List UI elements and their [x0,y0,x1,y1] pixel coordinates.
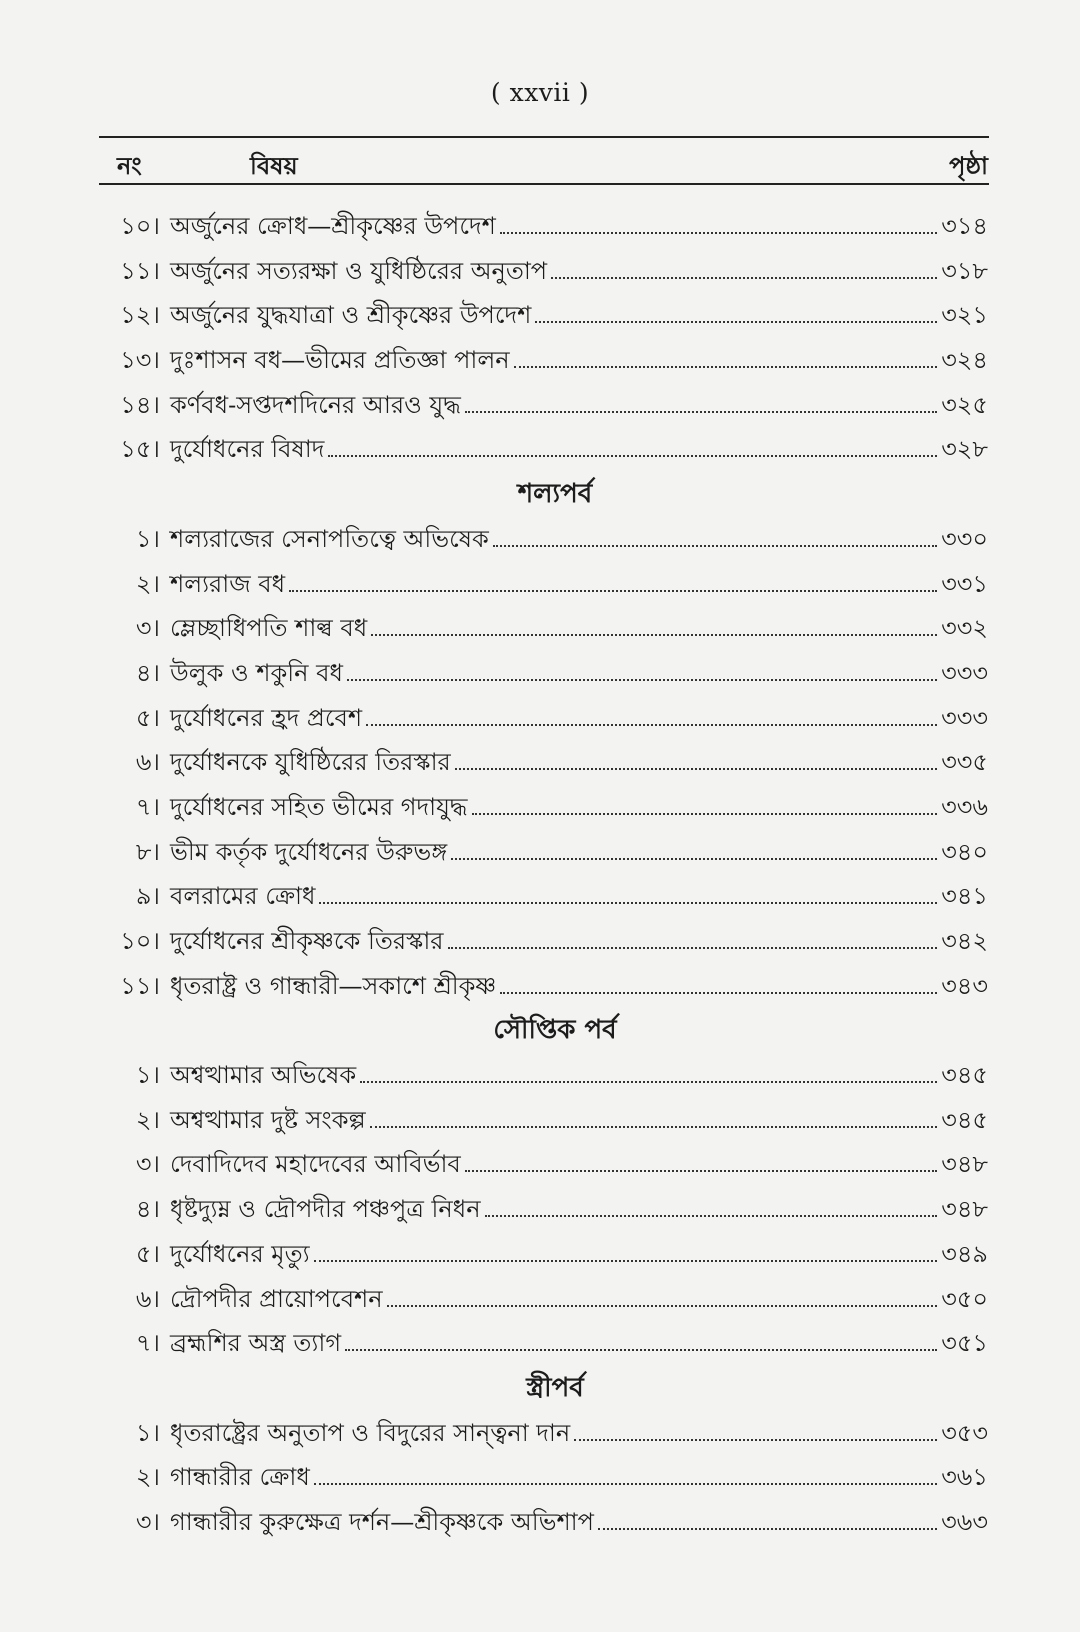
entry-number: ১৪। [120,390,160,419]
toc-entry [0,1187,1080,1232]
dot-leader [347,679,937,681]
entry-line [170,1053,988,1098]
entry-title: বলরামের ক্রোধ [170,882,316,911]
toc-entry [0,383,1080,428]
entry-title: কর্ণবধ-সপ্তদশদিনের আরও যুদ্ধ [170,390,461,419]
section-heading: সৌপ্তিক পর্ব [493,1015,617,1046]
entry-page: ৩৪৫ [941,1061,988,1090]
entry-number: ২। [135,1463,160,1492]
page-number: ( xxvii ) [490,78,590,107]
toc-entry [0,740,1080,785]
toc-entry [0,1232,1080,1277]
toc-entry [0,606,1080,651]
entry-number: ৫। [135,703,160,732]
toc-entry [0,1098,1080,1143]
entry-number: ৬। [135,748,160,777]
entry-line [170,785,988,830]
entry-page: ৩২৪ [941,346,988,375]
entry-number: ১। [135,524,160,553]
dot-leader [319,902,937,904]
toc-entry [0,338,1080,383]
entry-number: ৭। [135,792,160,821]
entry-page: ৩৪০ [941,837,988,866]
entry-number: ৪। [135,658,160,687]
entry-line [170,427,988,472]
entry-title: শল্যরাজের সেনাপতিত্বে অভিষেক [170,524,489,553]
entry-line [170,1142,988,1187]
dot-leader [314,1483,937,1485]
dot-leader [535,321,937,323]
toc-entry [0,1142,1080,1187]
entry-page: ৩৪৫ [941,1105,988,1134]
toc-entry [0,651,1080,696]
dot-leader [574,1439,937,1441]
entry-title: দেবাদিদেব মহাদেবের আবির্ভাব [170,1150,461,1179]
entry-page: ৩২১ [941,301,988,330]
entry-line [170,1277,988,1322]
entry-number: ১২। [120,301,160,330]
entry-page: ৩৩৩ [941,703,988,732]
dot-leader [551,277,937,279]
entry-line [170,696,988,741]
entry-page: ৩৪১ [941,882,988,911]
entry-number: ৩। [135,1150,160,1179]
entry-page: ৩৫১ [941,1329,988,1358]
entry-title: ভীম কর্তৃক দুর্যোধনের উরুভঙ্গ [170,837,448,866]
entry-line [170,249,988,294]
dot-leader [465,1170,937,1172]
entry-line [170,964,988,1009]
entry-page: ৩২৮ [941,435,988,464]
toc-entry [0,293,1080,338]
entry-title: ধৃতরাষ্ট্র ও গান্ধারী—সকাশে শ্রীকৃষ্ণ [170,971,497,1000]
entry-title: অর্জুনের যুদ্ধযাত্রা ও শ্রীকৃষ্ণের উপদেশ [170,301,532,330]
entry-page: ৩৪৩ [941,971,988,1000]
entry-page: ৩৪২ [941,927,988,955]
entry-title: দুঃশাসন বধ—ভীমের প্রতিজ্ঞা পালন [170,346,510,375]
dot-leader [500,232,937,234]
toc-entry [0,785,1080,830]
entry-number: ১১। [120,256,160,285]
entry-page: ৩৪৮ [941,1195,988,1224]
entry-number: ২। [135,569,160,598]
entry-title: উলুক ও শকুনি বধ [170,658,343,687]
entry-line [170,830,988,875]
entry-page: ৩১৪ [941,212,988,240]
entry-number: ৮। [135,837,160,866]
entry-line [170,874,988,919]
dot-leader [448,947,938,949]
entry-number: ৪। [135,1195,160,1224]
toc-entry [0,919,1080,964]
entry-page: ৩৩১ [941,569,988,598]
entry-page: ৩৬৩ [941,1507,988,1536]
entry-title: দুর্যোধনের হ্রদ প্রবেশ [170,703,363,732]
entry-line [170,1098,988,1143]
entry-line [170,651,988,696]
entry-title: দুর্যোধনের মৃত্যু [170,1239,310,1268]
entry-number: ৭। [135,1329,160,1358]
entry-page: ৩৩৬ [941,792,988,821]
entry-title: শল্যরাজ বধ [170,569,286,598]
dot-leader [360,1081,937,1083]
toc-entry [0,1500,1080,1545]
entry-page: ৩৩৫ [941,748,988,777]
entry-number: ৩। [135,614,160,643]
section-heading: স্ত্রীপর্ব [526,1372,584,1403]
entry-line [170,1411,988,1456]
entry-page: ৩১৮ [941,256,988,285]
entry-page: ৩২৫ [941,390,988,419]
entry-title: দুর্যোধনের বিষাদ [170,435,325,464]
entry-number: ১। [135,1418,160,1447]
toc-entry [0,1277,1080,1322]
column-header-page: পৃষ্ঠা [949,151,988,180]
dot-leader [514,366,938,368]
entry-number: ৯। [135,882,160,911]
header-rule-bottom [99,183,989,185]
entry-title: দুর্যোধনকে যুধিষ্ঠিরের তিরস্কার [170,748,451,777]
toc-entry [0,204,1080,249]
dot-leader [485,1215,938,1217]
toc-entry [0,874,1080,919]
entry-number: ১। [135,1061,160,1090]
entry-number: ৫। [135,1239,160,1268]
dot-leader [328,455,937,457]
toc-entry [0,427,1080,472]
entry-line [170,562,988,607]
dot-leader [366,724,937,726]
dot-leader [371,634,937,636]
toc-entry [0,1411,1080,1456]
entry-title: অশ্বত্থামার অভিষেক [170,1061,357,1090]
entry-page: ৩৩২ [941,614,988,643]
dot-leader [465,411,937,413]
table-of-contents [0,204,1080,1545]
toc-entry [0,964,1080,1009]
toc-entry [0,517,1080,562]
entry-page: ৩৫০ [941,1284,988,1313]
toc-entry [0,696,1080,741]
entry-page: ৩৬১ [941,1463,988,1492]
entry-number: ৩। [135,1507,160,1536]
entry-page: ৩৪৯ [941,1239,988,1268]
entry-line [170,1321,988,1366]
dot-leader [493,545,937,547]
entry-title: ধৃতরাষ্ট্রের অনুতাপ ও বিদুরের সান্ত্বনা দান [170,1418,571,1447]
entry-line [170,383,988,428]
entry-number: ২। [135,1105,160,1134]
entry-number: ৬। [135,1284,160,1313]
entry-title: গান্ধারীর কুরুক্ষেত্র দর্শন—শ্রীকৃষ্ণকে অভিশাপ [170,1507,594,1536]
entry-line [170,204,988,249]
entry-line [170,1232,988,1277]
entry-line [170,517,988,562]
toc-entry [0,830,1080,875]
dot-leader [500,992,937,994]
entry-line [170,606,988,651]
column-header-number: নং [117,151,142,180]
section-heading: শল্যপর্ব [517,479,593,510]
header-rule-top [99,136,989,138]
entry-title: দ্রৌপদীর প্রায়োপবেশন [170,1284,383,1313]
dot-leader [451,858,937,860]
entry-page: ৩৩৩ [941,658,988,687]
entry-number: ১৫। [120,435,160,464]
toc-entry [0,1321,1080,1366]
toc-entry [0,1053,1080,1098]
entry-title: অশ্বত্থামার দুষ্ট সংকল্প [170,1105,366,1134]
entry-title: দুর্যোধনের শ্রীকৃষ্ণকে তিরস্কার [170,927,444,955]
entry-page: ৩৫৩ [941,1418,988,1447]
dot-leader [387,1305,938,1307]
entry-number: ১১। [120,971,160,1000]
entry-line [170,338,988,383]
toc-entry [0,249,1080,294]
entry-number: ১৩। [120,346,160,375]
entry-number: ১০। [120,927,160,955]
entry-title: ব্রহ্মশির অস্ত্র ত্যাগ [170,1329,342,1358]
entry-number: ১০। [120,212,160,240]
entry-page: ৩৩০ [941,524,988,553]
entry-page: ৩৪৮ [941,1150,988,1179]
entry-line [170,919,988,964]
dot-leader [598,1528,937,1530]
column-header-topic: বিষয় [250,151,298,180]
dot-leader [314,1260,938,1262]
dot-leader [289,590,937,592]
entry-line [170,1187,988,1232]
dot-leader [370,1126,938,1128]
entry-title: ধৃষ্টদ্যুম্ন ও দ্রৌপদীর পঞ্চপুত্র নিধন [170,1195,481,1224]
toc-entry [0,562,1080,607]
entry-line [170,740,988,785]
dot-leader [472,813,938,815]
toc-entry [0,1455,1080,1500]
dot-leader [345,1349,937,1351]
dot-leader [455,768,937,770]
entry-title: অর্জুনের সত্যরক্ষা ও যুধিষ্ঠিরের অনুতাপ [170,256,548,285]
entry-line [170,1500,988,1545]
entry-title: ম্লেচ্ছাধিপতি শাল্ব বধ [170,614,368,643]
entry-title: গান্ধারীর ক্রোধ [170,1463,310,1492]
entry-title: দুর্যোধনের সহিত ভীমের গদাযুদ্ধ [170,792,468,821]
entry-line [170,1455,988,1500]
entry-title: অর্জুনের ক্রোধ—শ্রীকৃষ্ণের উপদেশ [170,212,496,240]
entry-line [170,293,988,338]
